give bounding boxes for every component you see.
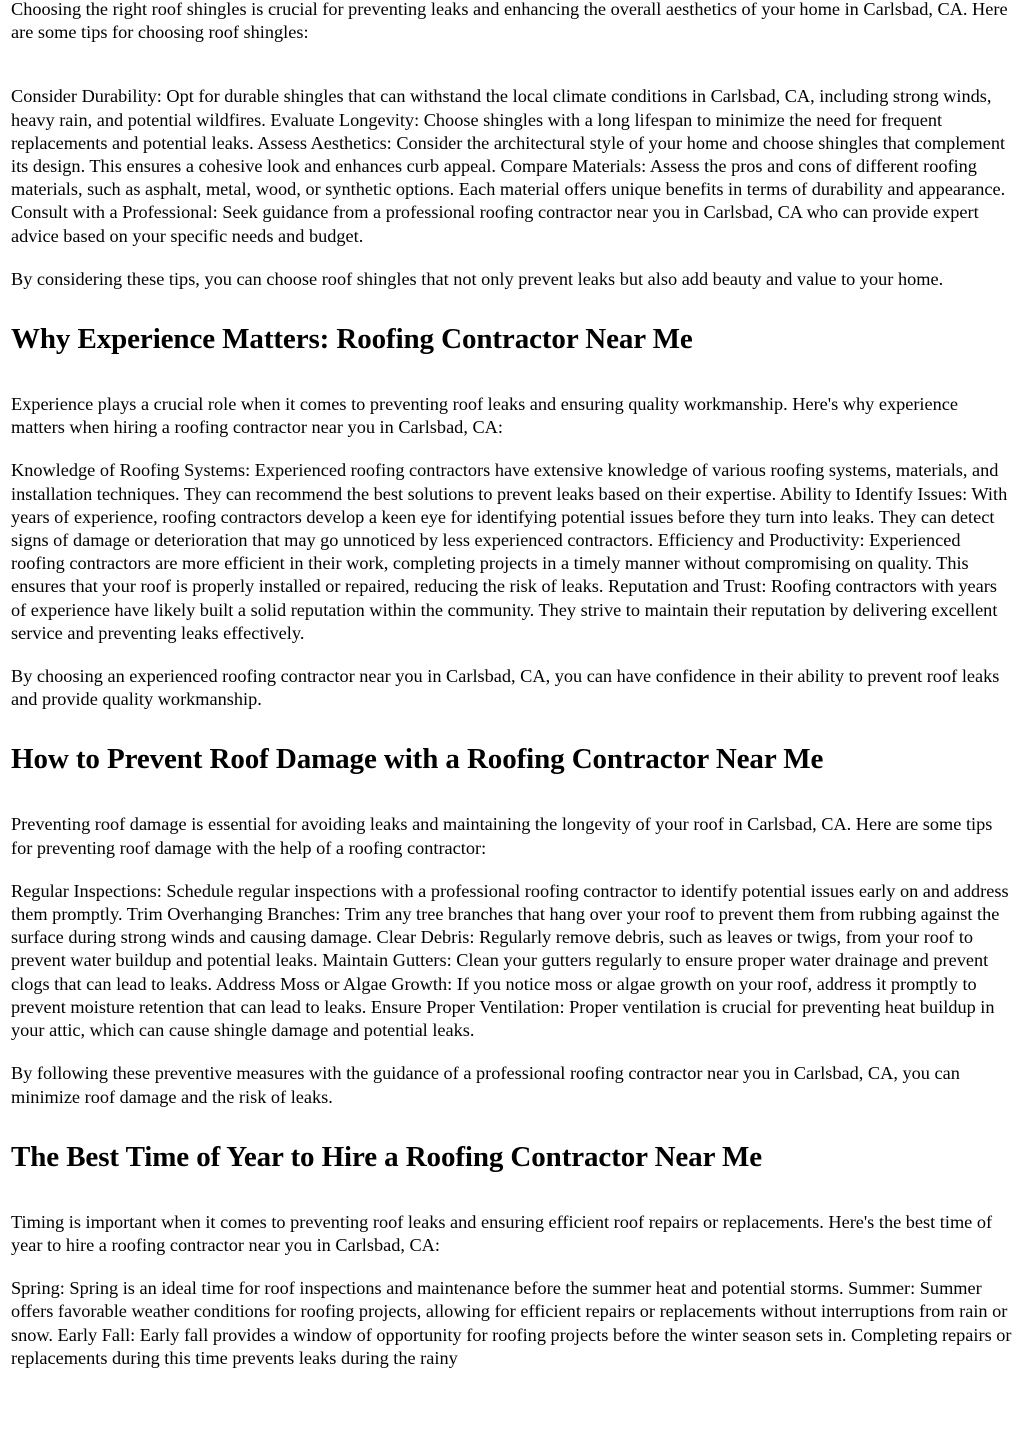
damage-details-paragraph: Regular Inspections: Schedule regular inspections with a professional roofing contractor to identify potential issues early on and address them promptly. Trim Overhanging Branches: Trim any tree branches that hang over your roof to prevent them from rubbing against the surface during strong winds and causing damage. Clear Debris: Regularly remove debris, such as leaves or twigs, from your roof to prevent water buildup and potential leaks. Maintain Gutters: Clean your gutters regularly to ensure proper water drainage and prevent clogs that can lead to leaks. Address Moss or Algae Growth: If you notice moss or algae growth on your roof, address it promptly to prevent moisture retention that can lead to leaks. Ensure Proper Ventilation: Proper ventilation is crucial for preventing heat buildup in your attic, which can cause shingle damage and potential leaks. — [11, 880, 1009, 1041]
shingles-tips-paragraph: Consider Durability: Opt for durable shingles that can withstand the local climate conditions in Carlsbad, CA, including strong winds, heavy rain, and potential wildfires. Evaluate Longevity: Choose shingles with a long lifespan to minimize the need for frequent replacements and potential leaks. Assess Aesthetics: Consider the architectural style of your home and choose shingles that complement its design. This ensures a cohesive look and enhances curb appeal. Compare Materials: Assess the pros and cons of different roofing materials, such as asphalt, metal, wood, or synthetic options. Each material offers unique benefits in terms of durability and appearance. Consult with a Professional: Seek guidance from a professional roofing contractor near you in Carlsbad, CA who can provide expert advice based on your specific needs and budget. — [11, 86, 1006, 246]
shingles-summary-paragraph: By considering these tips, you can choose roof shingles that not only prevent leaks but also add beauty and value to your home. — [11, 268, 944, 289]
damage-section-heading: How to Prevent Roof Damage with a Roofing Contractor Near Me — [11, 743, 824, 776]
timing-section-heading: The Best Time of Year to Hire a Roofing Contractor Near Me — [11, 1140, 763, 1173]
experience-summary-paragraph: By choosing an experienced roofing contractor near you in Carlsbad, CA, you can have confidence in their ability to prevent roof leaks and provide quality workmanship. — [11, 666, 1000, 710]
article-body — [11, 0, 1013, 1370]
experience-intro-paragraph: Experience plays a crucial role when it comes to preventing roof leaks and ensuring quality workmanship. Here's why experience matters when hiring a roofing contractor near you in Carlsbad, CA: — [11, 394, 958, 438]
damage-summary-paragraph: By following these preventive measures with the guidance of a professional roofing contractor near you in Carlsbad, CA, you can minimize roof damage and the risk of leaks. — [11, 1063, 960, 1107]
shingles-intro-paragraph: Choosing the right roof shingles is crucial for preventing leaks and enhancing the overall aesthetics of your home in Carlsbad, CA. Here are some tips for choosing roof shingles: — [11, 0, 1008, 43]
experience-section-heading: Why Experience Matters: Roofing Contractor Near Me — [11, 323, 693, 356]
timing-intro-paragraph: Timing is important when it comes to preventing roof leaks and ensuring efficient roof repairs or replacements. Here's the best time of year to hire a roofing contractor near you in Carlsbad, CA: — [11, 1211, 993, 1255]
experience-details-paragraph: Knowledge of Roofing Systems: Experienced roofing contractors have extensive knowledge of various roofing systems, materials, and installation techniques. They can recommend the best solutions to prevent leaks based on their expertise. Ability to Identify Issues: With years of experience, roofing contractors develop a keen eye for identifying potential issues before they turn into leaks. They can detect signs of damage or deterioration that may go unnoticed by less experienced contractors. Efficiency and Productivity: Experienced roofing contractors are more efficient in their work, completing projects in a timely manner without compromising on quality. This ensures that your roof is properly installed or repaired, reducing the risk of leaks. Reputation and Trust: Roofing contractors with years of experience have likely built a solid reputation within the community. They strive to maintain their reputation by delivering excellent service and preventing leaks effectively. — [11, 460, 1008, 643]
damage-intro-paragraph: Preventing roof damage is essential for avoiding leaks and maintaining the longevity of your roof in Carlsbad, CA. Here are some tips for preventing roof damage with the help of a roofing contractor: — [11, 814, 993, 858]
timing-details-paragraph: Spring: Spring is an ideal time for roof inspections and maintenance before the summer heat and potential storms. Summer: Summer offers favorable weather conditions for roofing projects, allowing for efficient repairs or replacements without interruptions from rain or snow. Early Fall: Early fall provides a window of opportunity for roofing projects before the winter season sets in. Completing repairs or replacements during this time prevents leaks during the rainy — [11, 1278, 1012, 1368]
